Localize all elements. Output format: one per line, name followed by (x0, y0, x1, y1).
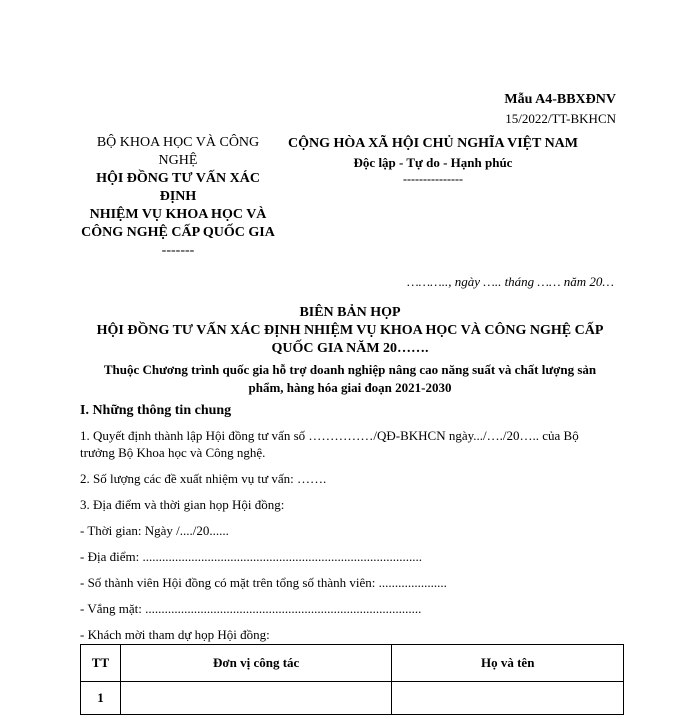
table-cell-organization (120, 682, 391, 715)
subtitle-line-1: Thuộc Chương trình quốc gia hỗ trợ doanh nghiệp nâng cao năng suất và chất lượng sản (103, 362, 597, 377)
nation-name: CỘNG HÒA XÃ HỘI CHỦ NGHĨA VIỆT NAM (287, 136, 578, 151)
table-cell-name (392, 682, 624, 715)
date-line: ……….., ngày ….. tháng …… năm 20… (407, 274, 614, 289)
subtitle-line-2: phẩm, hàng hóa giai đoạn 2021-2030 (248, 380, 452, 395)
column-header-no: TT (81, 645, 121, 682)
council-line-1: HỘI ĐỒNG TƯ VẤN XÁC (96, 171, 260, 186)
meeting-time: - Thời gian: Ngày /..../20...... (80, 523, 229, 538)
section-heading: I. Những thông tin chung (80, 403, 232, 418)
form-reference: 15/2022/TT-BKHCN (505, 111, 616, 126)
right-separator: --------------- (403, 172, 463, 186)
guest-table (80, 644, 624, 715)
item-1-line-2: trưởng Bộ Khoa học và Công nghệ. (80, 445, 266, 460)
item-1 (80, 427, 625, 461)
national-motto: Độc lập - Tự do - Hạnh phúc (353, 155, 513, 170)
title-line-2: HỘI ĐỒNG TƯ VẤN XÁC ĐỊNH NHIỆM VỤ KHOA HỌC VÀ CÔNG NGHỆ CẤP (96, 323, 604, 338)
item-1-line-1: 1. Quyết định thành lập Hội đồng tư vấn số ……………/QĐ-BKHCN ngày.../…./20….. của Bộ (80, 428, 579, 443)
table-cell-no: 1 (81, 682, 121, 715)
table-row (81, 682, 624, 715)
council-line-4: CÔNG NGHỆ CẤP QUỐC GIA (81, 225, 275, 240)
item-3: 3. Địa điểm và thời gian họp Hội đồng: (80, 497, 285, 512)
document-title (80, 304, 620, 397)
left-separator: ------- (161, 243, 195, 258)
meeting-place: - Địa điểm: ...................................................................................... (80, 549, 422, 564)
table-header-row (81, 645, 624, 682)
title-line-1: BIÊN BẢN HỌP (299, 305, 401, 320)
national-header (278, 134, 588, 186)
council-line-3: NHIỆM VỤ KHOA HỌC VÀ (89, 207, 267, 222)
form-code: Mẫu A4-BBXĐNV (504, 92, 616, 107)
guests-label: - Khách mời tham dự họp Hội đồng: (80, 627, 270, 642)
document-body (80, 402, 625, 643)
subtitle (80, 361, 620, 397)
item-2: 2. Số lượng các đề xuất nhiệm vụ tư vấn: ……. (80, 471, 327, 486)
ministry-line-1: BỘ KHOA HỌC VÀ CÔNG (96, 135, 260, 150)
absent-members: - Vắng mặt: ..................................................................................... (80, 601, 422, 616)
column-header-organization: Đơn vị công tác (120, 645, 391, 682)
ministry-line-2: NGHỆ (158, 153, 198, 168)
council-line-2: ĐỊNH (159, 189, 197, 204)
members-present: - Số thành viên Hội đồng có mặt trên tổng số thành viên: ..................... (80, 575, 447, 590)
column-header-name: Họ và tên (392, 645, 624, 682)
title-line-3: QUỐC GIA NĂM 20……. (271, 341, 429, 356)
issuing-authority (78, 134, 278, 260)
